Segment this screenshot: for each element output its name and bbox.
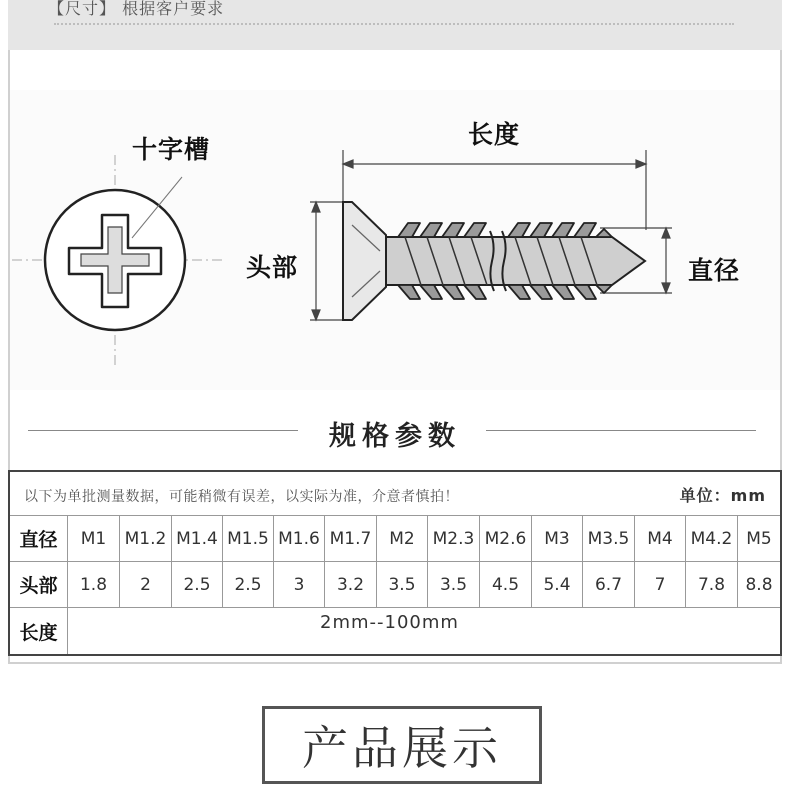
diameter-cell: M1.2 <box>120 516 172 561</box>
screw-drawing <box>0 55 790 415</box>
head-cell: 3 <box>274 562 325 607</box>
diameter-row <box>10 516 780 562</box>
diameter-cell: M5 <box>746 528 772 549</box>
head-cell: 6.7 <box>583 562 635 607</box>
spec-title: 规格参数 <box>329 421 461 452</box>
head-cell: 3.5 <box>428 562 480 607</box>
diameter-cell: M4 <box>635 516 686 561</box>
head-cell: 8.8 <box>745 574 773 595</box>
banner-divider <box>54 23 734 25</box>
spec-title-row <box>0 406 790 456</box>
spec-grid <box>10 516 780 654</box>
product-display-header <box>262 706 542 784</box>
head-cell: 2.5 <box>172 562 223 607</box>
spec-table <box>8 470 782 656</box>
cross-slot-label: 十字槽 <box>132 135 211 164</box>
phillips-head-icon <box>45 190 185 330</box>
diameter-cell: M3.5 <box>583 516 635 561</box>
diameter-cell: M1.6 <box>274 516 325 561</box>
diameter-cell: M2.6 <box>480 516 532 561</box>
head-cell: 3.5 <box>377 562 428 607</box>
head-row <box>10 562 780 608</box>
length-label: 长度 <box>468 120 521 149</box>
diameter-label: 直径 <box>688 256 741 285</box>
size-banner <box>8 0 782 50</box>
diameter-cell: M1.4 <box>172 516 223 561</box>
measurement-note: 以下为单批测量数据，可能稍微有误差，以实际为准，介意者慎拍！ <box>24 489 459 505</box>
diameter-row-header: 直径 <box>10 516 68 561</box>
product-display-title: 产品展示 <box>302 721 502 775</box>
head-cell: 4.5 <box>480 562 532 607</box>
length-range-cell: 2mm--100mm <box>320 612 459 633</box>
diameter-cell: M1 <box>68 516 120 561</box>
head-cell: 3.2 <box>325 562 377 607</box>
head-row-header: 头部 <box>10 562 68 607</box>
screw-diagram <box>0 55 790 415</box>
head-cell: 2 <box>120 562 172 607</box>
size-requirement-text: 【尺寸】 根据客户要求 <box>48 0 225 18</box>
diameter-cell: M2.3 <box>428 516 480 561</box>
length-row <box>10 608 780 654</box>
spec-note-row <box>10 472 780 516</box>
head-cell: 7.8 <box>686 562 738 607</box>
head-cell: 5.4 <box>532 562 583 607</box>
diameter-cell: M2 <box>377 516 428 561</box>
head-cell: 2.5 <box>223 562 274 607</box>
title-right-rule <box>486 430 756 431</box>
diameter-cell: M4.2 <box>686 516 738 561</box>
diameter-cell: M1.5 <box>223 516 274 561</box>
unit-label: 单位：mm <box>679 486 766 505</box>
length-row-header: 长度 <box>10 608 68 654</box>
head-cell: 1.8 <box>68 562 120 607</box>
head-label: 头部 <box>246 253 299 282</box>
diameter-cell: M3 <box>532 516 583 561</box>
head-cell: 7 <box>635 562 686 607</box>
diameter-cell: M1.7 <box>325 516 377 561</box>
